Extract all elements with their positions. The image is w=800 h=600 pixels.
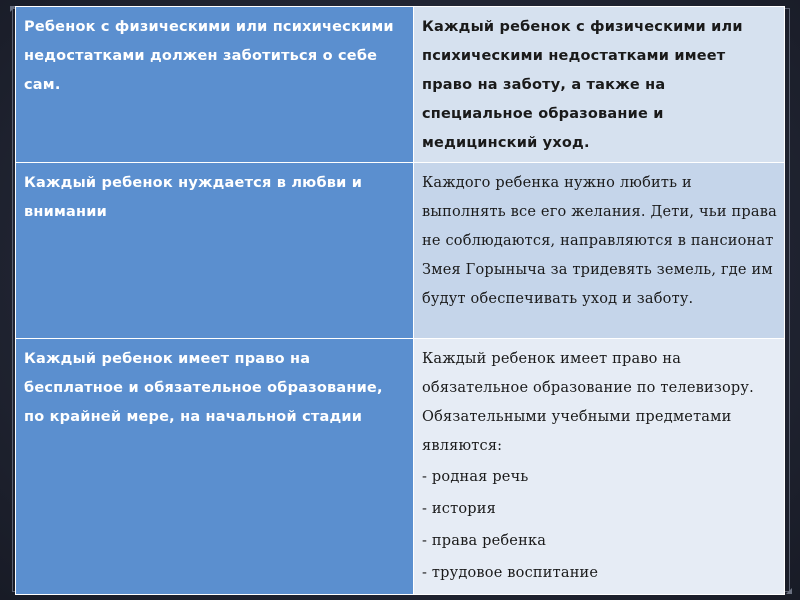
table-cell-right [414, 339, 785, 595]
list-item: - история [422, 501, 496, 517]
table-row [16, 163, 785, 339]
cell-intro-text: Каждый ребенок имеет право на обязательное образование по телевизору. Обязательными учебными предметами являются: [422, 351, 754, 454]
corner-decoration-bottom-right [786, 588, 792, 594]
table-cell-left: Каждый ребенок нуждается в любви и внимании [16, 163, 414, 339]
table-cell-right: Каждый ребенок с физическими или психическими недостатками имеет право на заботу, а также на специальное образование и медицинский уход. [414, 7, 785, 163]
table-cell-right: Каждого ребенка нужно любить и выполнять все его желания. Дети, чьи права не соблюдаются, направляются в пансионат Змея Горыныча за тридевять земель, где им будут обеспечивать уход и заботу. [414, 163, 785, 339]
table-cell-left: Каждый ребенок имеет право на бесплатное и обязательное образование, по крайней мере, на начальной стадии [16, 339, 414, 595]
list-item: - трудовое воспитание [422, 565, 599, 581]
comparison-table [15, 6, 785, 595]
table-row [16, 7, 785, 163]
list-item: - родная речь [422, 469, 529, 485]
list-item: - права ребенка [422, 533, 547, 549]
table-row [16, 339, 785, 595]
table-cell-left: Ребенок с физическими или психическими недостатками должен заботиться о себе сам. [16, 7, 414, 163]
